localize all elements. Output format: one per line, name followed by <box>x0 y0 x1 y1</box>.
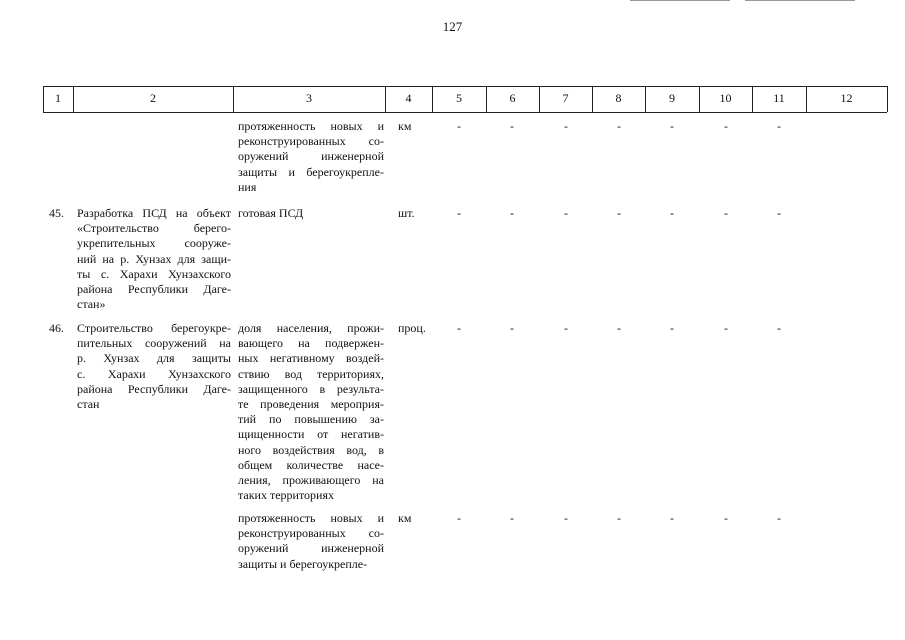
indicator-cell <box>238 321 384 503</box>
indicator-line: ных негативному воздей- <box>238 351 384 366</box>
indicator-line: готовая ПСД <box>238 206 304 220</box>
header-cell: 6 <box>509 91 516 105</box>
value-cell: - <box>510 206 514 220</box>
name-line: р. Хунзах для защиты <box>77 351 231 366</box>
indicator-line: защиты и берегоукрепле- <box>238 556 368 571</box>
indicator-line: ления, проживающего на <box>238 473 384 488</box>
value-cell: - <box>670 206 674 220</box>
indicator-line: защиты и берегоукрепле- <box>238 164 384 179</box>
value-cell: - <box>617 206 621 220</box>
indicator-line: реконструированных со- <box>238 134 384 149</box>
name-line: пительных сооружений на <box>77 336 231 351</box>
header-cell: 11 <box>773 91 785 105</box>
name-line: Строительство берегоукре- <box>77 321 231 335</box>
page-number: 127 <box>442 19 463 34</box>
value-cell: - <box>724 511 728 525</box>
name-line: стан <box>77 397 100 412</box>
value-cell: - <box>617 321 621 335</box>
indicator-line: доля населения, прожи- <box>238 321 384 335</box>
unit-cell: проц. <box>398 321 426 335</box>
value-cell: - <box>777 206 781 220</box>
indicator-line: реконструированных со- <box>238 526 384 541</box>
value-cell: - <box>564 119 568 133</box>
name-line: с. Харахи Хунзахского <box>77 366 231 381</box>
unit-cell: км <box>398 511 412 525</box>
value-cell: - <box>777 511 781 525</box>
header-divider <box>887 86 888 112</box>
value-cell: - <box>564 321 568 335</box>
unit-cell: км <box>398 119 412 133</box>
value-cell: - <box>777 321 781 335</box>
value-cell: - <box>724 119 728 133</box>
value-cell: - <box>670 119 674 133</box>
header-cell: 2 <box>150 91 156 105</box>
header-cell: 12 <box>840 91 853 105</box>
header-cell: 7 <box>562 91 569 105</box>
row-number: 46. <box>49 321 64 335</box>
value-cell: - <box>617 119 621 133</box>
header-bottom-rule <box>43 112 887 113</box>
indicator-line: тий по повышению за- <box>238 412 384 427</box>
value-cell: - <box>564 511 568 525</box>
indicator-line: общем количестве насе- <box>238 457 384 472</box>
header-cell: 10 <box>719 91 732 105</box>
value-cell: - <box>457 119 461 133</box>
value-cell: - <box>457 206 461 220</box>
indicator-line: таких территориях <box>238 488 334 503</box>
indicator-line: протяженность новых и <box>238 119 384 133</box>
name-line: ты с. Харахи Хунзахского <box>77 266 231 281</box>
header-cell: 9 <box>669 91 675 105</box>
value-cell: - <box>510 321 514 335</box>
indicator-cell <box>238 511 384 572</box>
value-cell: - <box>457 511 461 525</box>
value-cell: - <box>670 511 674 525</box>
value-cell: - <box>564 206 568 220</box>
name-cell <box>77 206 231 312</box>
value-cell: - <box>724 206 728 220</box>
value-cell: - <box>670 321 674 335</box>
indicator-cell <box>238 119 384 195</box>
indicator-line: ния <box>238 179 257 194</box>
name-line: «Строительство берего- <box>77 221 231 236</box>
name-line: Разработка ПСД на объект <box>77 206 231 220</box>
row-number: 45. <box>49 206 64 220</box>
header-top-rule <box>43 86 887 87</box>
indicator-line: протяженность новых и <box>238 511 384 525</box>
header-cell: 8 <box>615 91 622 105</box>
name-cell <box>77 321 231 412</box>
indicator-cell <box>238 206 384 221</box>
header-cell: 1 <box>55 91 61 105</box>
indicator-line: ного воздействия вод, в <box>238 442 384 457</box>
value-cell: - <box>457 321 461 335</box>
value-cell: - <box>617 511 621 525</box>
name-line: района Республики Даге- <box>77 282 231 297</box>
value-cell: - <box>510 511 514 525</box>
indicator-line: щищенности от негатив- <box>238 427 384 442</box>
indicator-line: ствию вод территориях, <box>238 366 384 381</box>
header-cell: 3 <box>306 91 312 105</box>
value-cell: - <box>724 321 728 335</box>
name-line: укрепительных сооруже- <box>77 236 231 251</box>
top-edge-rule-left <box>630 0 730 1</box>
value-cell: - <box>510 119 514 133</box>
top-edge-rule-right <box>745 0 855 1</box>
indicator-line: вающего на подвержен- <box>238 336 384 351</box>
value-cell: - <box>777 119 781 133</box>
indicator-line: защищенного в результа- <box>238 381 384 396</box>
name-line: района Республики Даге- <box>77 381 231 396</box>
name-line: стан» <box>77 297 106 312</box>
header-cell: 5 <box>456 91 462 105</box>
indicator-line: оружений инженерной <box>238 541 384 556</box>
name-line: ний на р. Хунзах для защи- <box>77 251 231 266</box>
indicator-line: оружений инженерной <box>238 149 384 164</box>
indicator-line: те проведения мероприя- <box>238 397 384 412</box>
unit-cell: шт. <box>398 206 415 220</box>
header-cell: 4 <box>405 91 412 105</box>
